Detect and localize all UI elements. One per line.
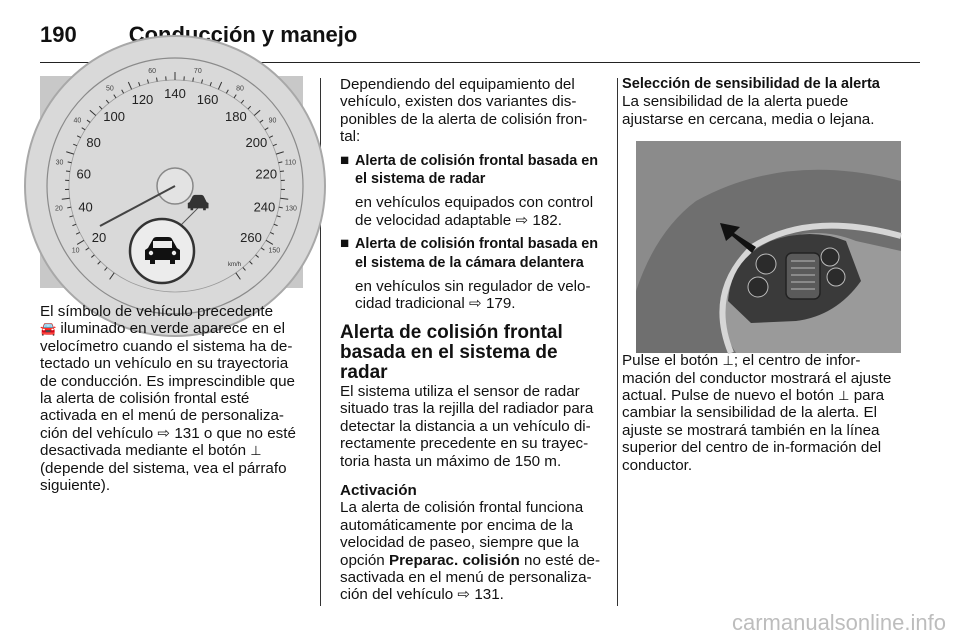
bullet-item [340,235,605,272]
speed-tick-mark [280,171,284,172]
speed-tick-label: 200 [245,135,268,151]
reference-arrow-icon: ⇨ [457,586,471,604]
speed-tick-mark [66,171,70,172]
option-name: Preparac. colisión [388,551,520,569]
bullet-text: en vehículos equipados con control de velocidad adaptable ⇨ 182. [355,194,594,229]
intro-paragraph: Dependiendo del equipamiento del vehículo, existen dos variantes dis-ponibles de la alerta de colisión fron-tal: [340,76,588,146]
distance-button-icon: ⊥ [250,443,262,459]
mph-tick-label: 150 [268,247,281,255]
bullet-square-icon: ■ [340,151,350,169]
mph-tick-label: 110 [284,159,297,167]
speed-tick-label: 60 [76,166,91,182]
speed-tick-label: 260 [240,229,262,245]
section-heading: Alerta de colisión frontal basada en el sistema de radar [340,321,563,383]
page-number: 190 [40,22,77,47]
mph-tick-label: 90 [268,117,277,125]
sensitivity-intro: La sensibilidad de la alerta puede ajustarse en cercana, media o lejana. [622,93,875,128]
paragraph: El símbolo de vehículo precedente 🚘 iluminado en verde aparece en el velocímetro cuando el sistema ha de-tectado un vehículo en su trayectoria de conducción. Es imprescindible que la alerta de colisión frontal esté activada en el menú de personaliza-ción del vehículo ⇨ 131 o que no esté desactivada mediante el botón ⊥ (depende del sistema, vea el párrafo siguiente). [40,303,296,495]
speed-tick-label: 180 [225,109,247,125]
speedometer-illustration [40,68,303,288]
sensitivity-heading: Selección de sensibilidad de la alerta [622,76,880,92]
bullet-square-icon: ■ [340,235,350,253]
bullet-title: Alerta de colisión frontal basada en el sistema de radar [355,152,599,188]
section-paragraph: El sistema utiliza el sensor de radar situado tras la rejilla del radiador para detectar la distancia a un vehículo di-rectamente precedente en su trayec-toria hasta un máximo de 150 m. [340,382,594,470]
speed-tick-label: 140 [164,86,186,101]
reference-arrow-icon: ⇨ [157,424,171,442]
mph-tick-label: 80 [236,85,244,93]
speed-tick-label: 20 [91,229,107,245]
mph-tick-label: 40 [73,117,82,125]
speed-tick-label: 40 [78,199,93,215]
distance-button-icon: ⊥ [838,388,850,404]
watermark: carmanualsonline.info [731,610,946,635]
column-1 [40,303,302,494]
speed-tick-mark [193,78,194,82]
mph-tick-label: 70 [193,68,202,76]
speed-tick-label: 160 [196,91,219,107]
speed-tick-label: 120 [131,91,154,107]
distance-button-icon: ⊥ [722,353,734,369]
column-2 [340,76,605,604]
mph-tick-label: 60 [148,68,157,76]
speed-tick-mark [157,78,158,82]
speed-unit-label: km/h [228,262,242,268]
mph-tick-label: 30 [55,159,64,167]
mph-tick-label: 50 [106,85,114,93]
reference-arrow-icon: ⇨ [468,295,482,313]
speed-tick-label: 80 [86,135,101,151]
sensitivity-paragraph: Pulse el botón ⊥; el centro de infor-mación del conductor mostrará el ajuste actual. Pulse de nuevo el botón ⊥ para cambiar la sensibilidad de la alerta. El ajuste se mostrará también en la línea superior del centro de in-formación del conductor. [622,352,892,474]
speed-tick-label: 220 [255,166,278,182]
mph-tick-label: 10 [71,247,80,255]
speed-tick-label: 240 [253,199,276,215]
column-3 [622,76,902,474]
activation-heading: Activación [340,481,417,499]
reference-arrow-icon: ⇨ [515,211,529,229]
activation-paragraph: La alerta de colisión frontal funciona automáticamente por encima de la velocidad de paseo, siempre que la opción Preparac. colisión no esté de-sactivada en el menú de personaliza-ción del vehículo ⇨ 131. [340,499,601,604]
bullet-text: en vehículos sin regulador de velo-cidad tradicional ⇨ 179. [355,278,591,313]
column-divider [617,78,618,606]
bullet-title: Alerta de colisión frontal basada en el sistema de la cámara delantera [355,236,599,271]
mph-tick-label: 130 [285,205,297,213]
bullet-item [340,152,605,189]
page-title: Conducción y manejo [128,22,358,47]
car-icon: 🚘 [40,321,57,337]
mph-tick-label: 20 [55,205,63,213]
speed-tick-label: 100 [103,109,125,125]
